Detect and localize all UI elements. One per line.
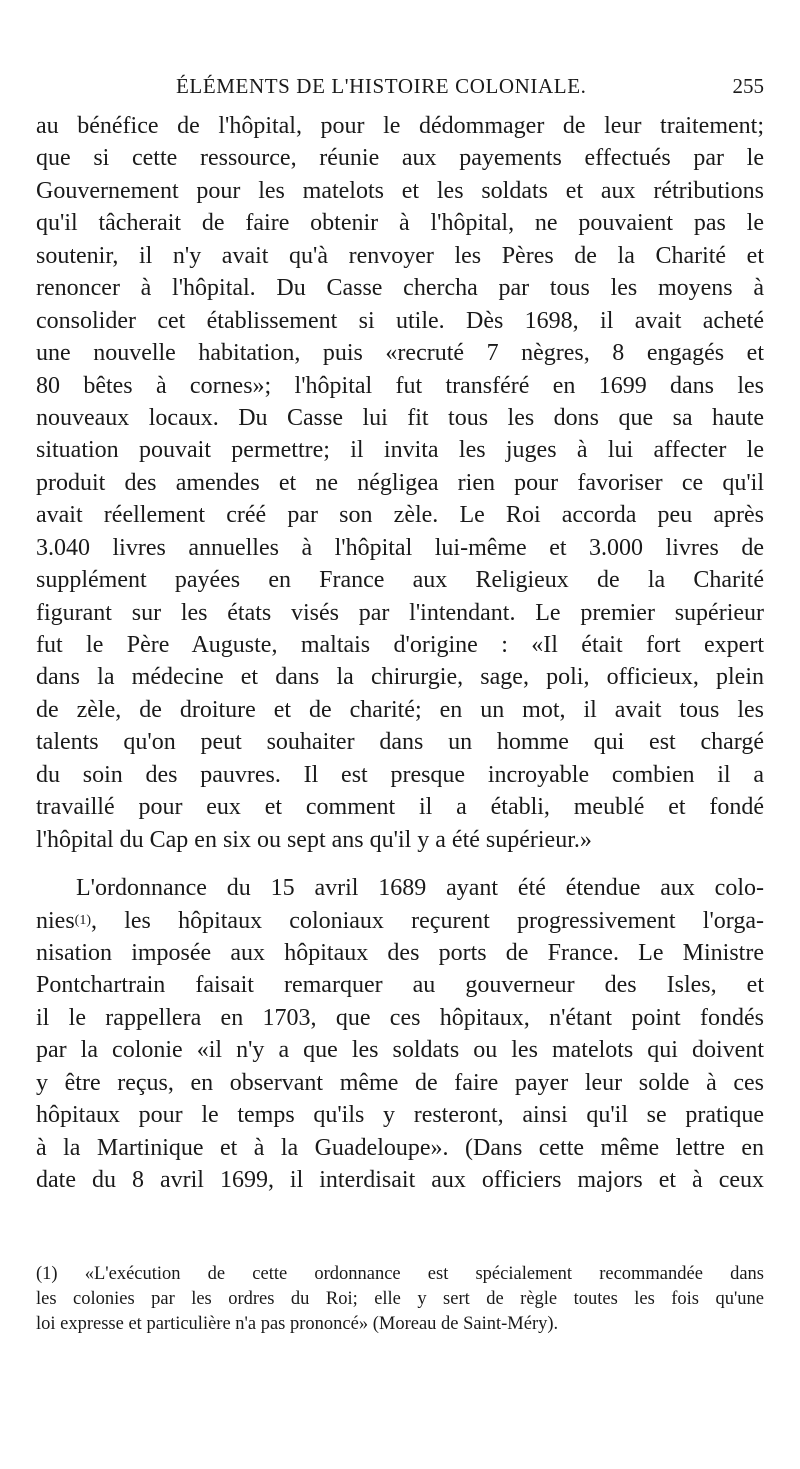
text-line: L'ordonnance du 15 avril 1689 ayant été étendue aux colo- — [76, 875, 764, 902]
text-line: au bénéfice de l'hôpital, pour le dédommager de leur traitement; — [36, 113, 764, 139]
footnote-marker: (1) — [74, 912, 91, 928]
text-fragment: , les hôpitaux coloniaux reçurent progressivement l'orga- — [91, 907, 764, 934]
text-line: par la colonie «il n'y a que les soldats ou les matelots qui doivent — [36, 1037, 764, 1064]
text-line-with-note — [36, 905, 764, 937]
text-line: hôpitaux pour le temps qu'ils y resteront, ainsi qu'il se pratique — [36, 1102, 764, 1129]
running-header — [36, 74, 764, 106]
text-line: renoncer à l'hôpital. Du Casse chercha par tous les moyens à — [36, 275, 764, 302]
text-line: 80 bêtes à cornes»; l'hôpital fut transféré en 1699 dans les — [36, 372, 764, 399]
text-line: une nouvelle habitation, puis «recruté 7 nègres, 8 engagés et — [36, 340, 764, 367]
footnote-line: loi expresse et particulière n'a pas prononcé» (Moreau de Saint-Méry). — [36, 1314, 559, 1334]
text-line: à la Martinique et à la Guadeloupe». (Dans cette même lettre en — [36, 1134, 764, 1161]
text-line: fut le Père Auguste, maltais d'origine : «Il était fort expert — [36, 632, 764, 658]
text-line: situation pouvait permettre; il invita les juges à lui affecter le — [36, 437, 764, 464]
paragraph-1 — [36, 110, 764, 856]
text-line: nouveaux locaux. Du Casse lui fit tous les dons que sa haute — [36, 404, 764, 431]
text-line: dans la médecine et dans la chirurgie, sage, poli, officieux, plein — [36, 664, 764, 691]
text-line: du soin des pauvres. Il est presque incroyable combien il a — [36, 761, 764, 788]
text-line: soutenir, il n'y avait qu'à renvoyer les Pères de la Charité et — [36, 242, 764, 269]
text-line: travaillé pour eux et comment il a établi, meublé et fondé — [36, 794, 764, 821]
paragraph-gap — [36, 856, 764, 872]
text-line: consolider cet établissement si utile. Dès 1698, il avait acheté — [36, 307, 764, 334]
running-title: ÉLÉMENTS DE L'HISTOIRE COLONIALE. — [176, 74, 587, 98]
text-line: il le rappellera en 1703, que ces hôpitaux, n'étant point fondés — [36, 1004, 764, 1031]
footnote — [36, 1262, 764, 1337]
text-line: que si cette ressource, réunie aux payements effectués par le — [36, 145, 764, 172]
text-line: Gouvernement pour les matelots et les soldats et aux rétributions — [36, 177, 764, 204]
text-line: produit des amendes et ne négligea rien pour favoriser ce qu'il — [36, 469, 764, 496]
text-line: l'hôpital du Cap en six ou sept ans qu'il y a été supérieur.» — [36, 826, 592, 853]
footnote-line: les colonies par les ordres du Roi; elle y sert de règle toutes les fois qu'une — [36, 1289, 764, 1309]
text-line: date du 8 avril 1699, il interdisait aux officiers majors et à ceux — [36, 1167, 764, 1193]
text-fragment: nies — [36, 907, 75, 934]
page-number: 255 — [732, 74, 764, 98]
paragraph-2 — [36, 872, 764, 1196]
text-line: Pontchartrain faisait remarquer au gouverneur des Isles, et — [36, 972, 764, 999]
footnote-line: (1) «L'exécution de cette ordonnance est spécialement recommandée dans — [36, 1264, 764, 1284]
text-line: qu'il tâcherait de faire obtenir à l'hôpital, ne pouvaient pas le — [36, 210, 764, 237]
text-line: nisation imposée aux hôpitaux des ports de France. Le Ministre — [36, 939, 764, 966]
text-line: avait réellement créé par son zèle. Le Roi accorda peu après — [36, 502, 764, 529]
text-line: talents qu'on peut souhaiter dans un homme qui est chargé — [36, 729, 764, 756]
text-line: figurant sur les états visés par l'intendant. Le premier supérieur — [36, 599, 764, 626]
text-line: de zèle, de droiture et de charité; en un mot, il avait tous les — [36, 696, 764, 723]
main-text — [36, 110, 764, 1196]
text-line: supplément payées en France aux Religieux de la Charité — [36, 567, 764, 594]
text-line: y être reçus, en observant même de faire payer leur solde à ces — [36, 1069, 764, 1096]
text-line: 3.040 livres annuelles à l'hôpital lui-même et 3.000 livres de — [36, 534, 764, 561]
